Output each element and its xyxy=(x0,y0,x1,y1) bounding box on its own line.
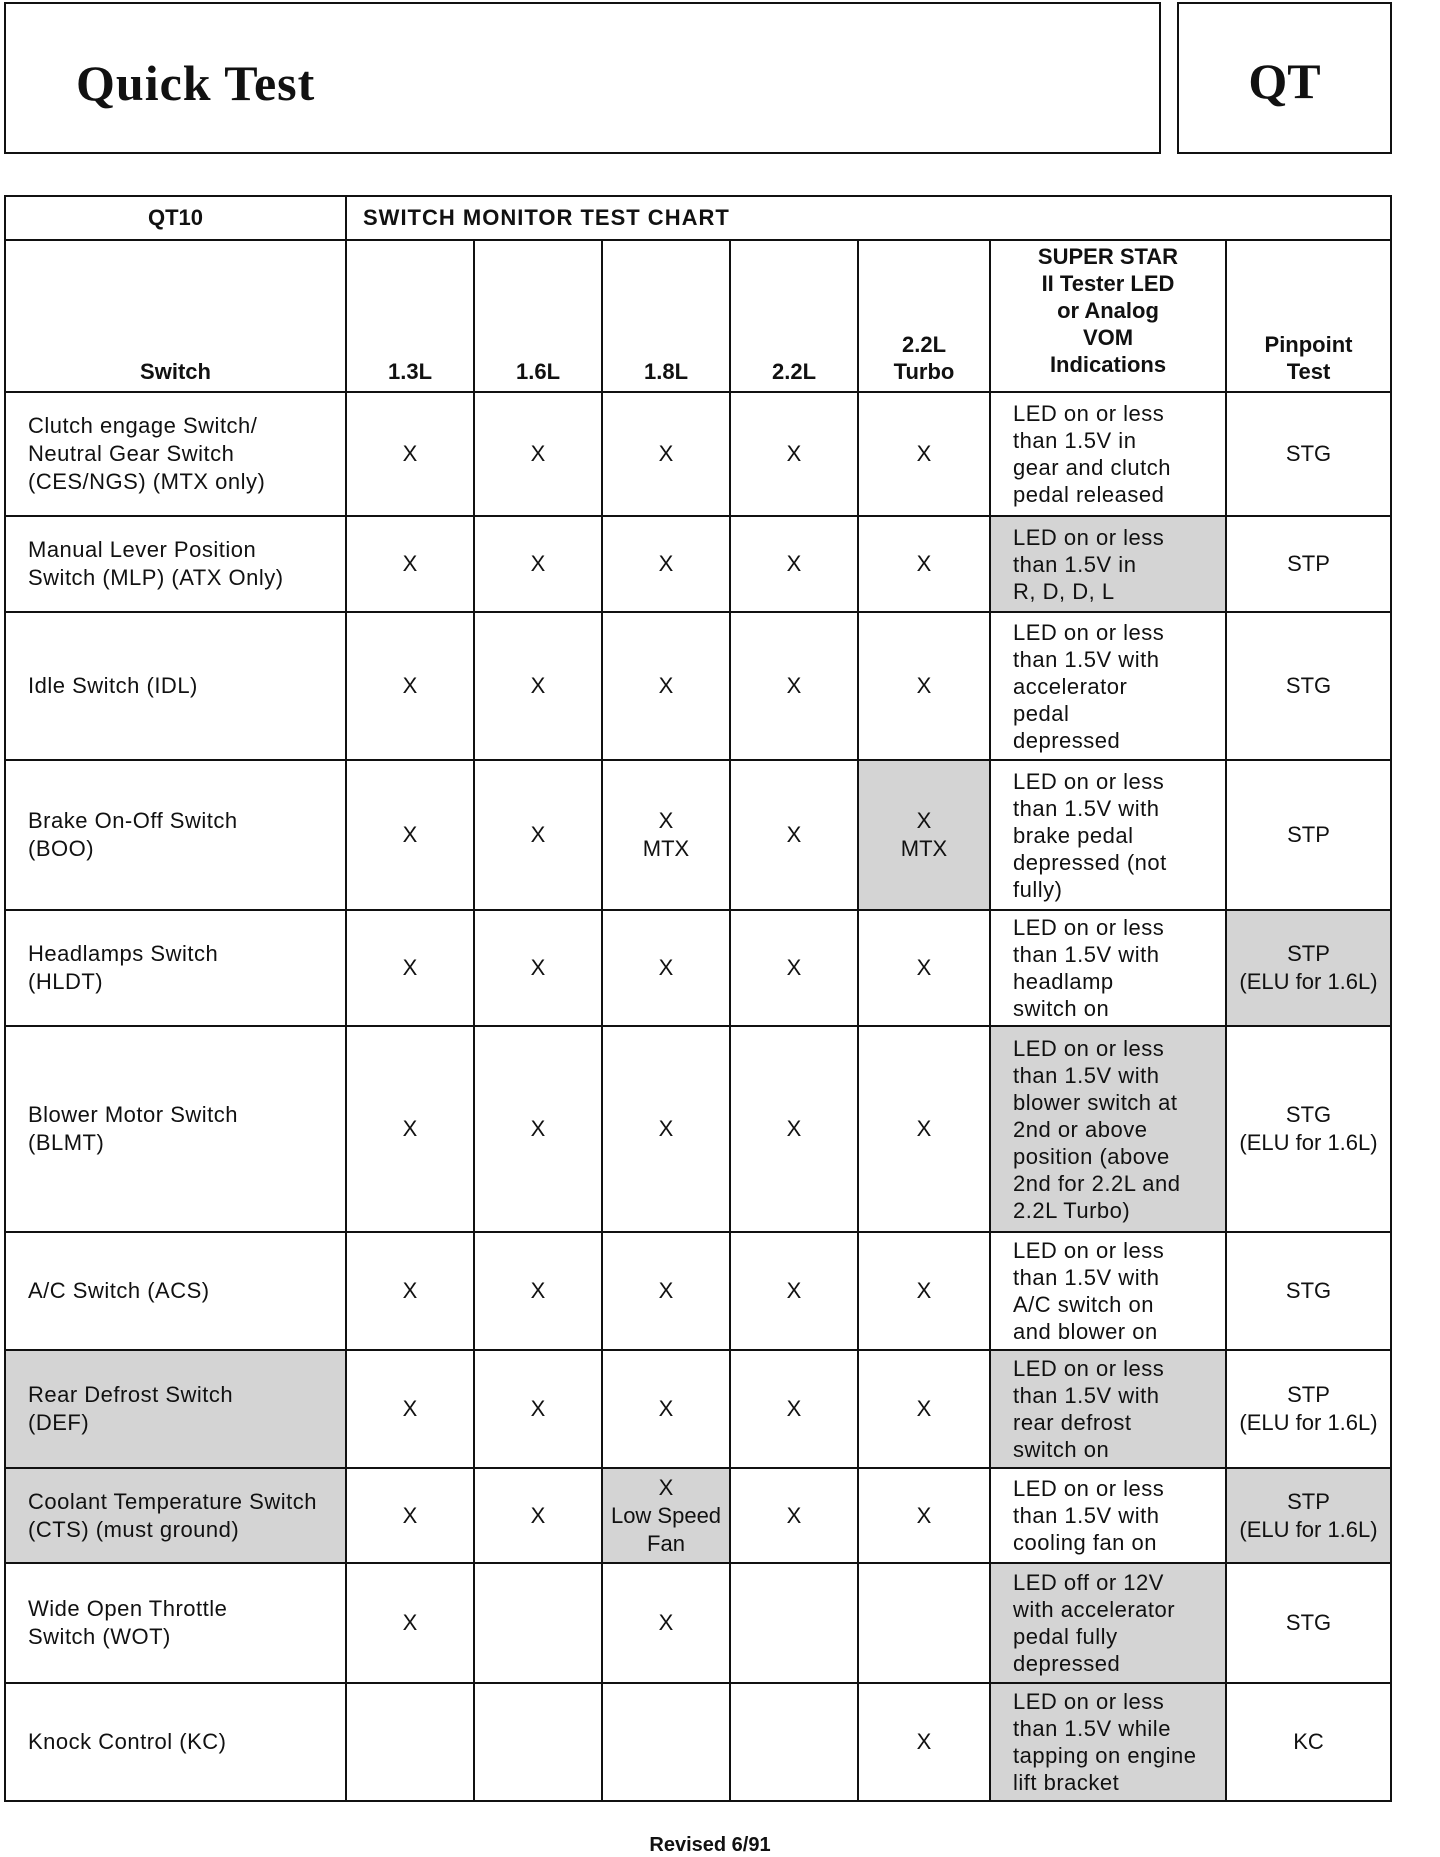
column-header-line: Turbo xyxy=(893,359,955,384)
led-indication-line: accelerator xyxy=(1013,673,1128,699)
switch-name-line: (CES/NGS) (MTX only) xyxy=(28,469,266,494)
engine-mark: X xyxy=(346,516,474,612)
engine-mark: X xyxy=(474,1350,602,1468)
switch-name xyxy=(5,1026,346,1232)
led-indication-line: with accelerator xyxy=(1013,1597,1176,1622)
led-indication-line: than 1.5V with xyxy=(1013,1062,1160,1088)
pinpoint-test xyxy=(1226,612,1391,760)
column-header-1-6l: 1.6L xyxy=(474,240,602,392)
engine-mark xyxy=(474,1683,602,1801)
engine-mark-line: X xyxy=(658,955,674,980)
switch-name-line: Switch (WOT) xyxy=(28,1624,171,1649)
engine-mark-line: X xyxy=(658,1116,674,1141)
column-header-1-3l: 1.3L xyxy=(346,240,474,392)
led-indication-line: headlamp xyxy=(1013,969,1114,994)
section-code-box xyxy=(1177,2,1392,154)
engine-mark-line: X xyxy=(916,1396,932,1421)
led-indication-line: cooling fan on xyxy=(1013,1530,1157,1555)
led-indication xyxy=(990,1468,1226,1563)
led-indication-line: than 1.5V in xyxy=(1013,551,1137,577)
engine-mark xyxy=(602,612,730,760)
column-header-pinpoint-test xyxy=(1226,240,1391,392)
column-header-2-2l: 2.2L xyxy=(730,240,858,392)
led-indication-line: LED on or less xyxy=(1013,1689,1165,1714)
engine-mark xyxy=(730,1683,858,1801)
column-header-2-2l-turbo xyxy=(858,240,990,392)
led-indication xyxy=(990,1232,1226,1350)
engine-mark: X xyxy=(730,612,858,760)
switch-name-line: (DEF) xyxy=(28,1410,90,1435)
switch-name xyxy=(5,1232,346,1350)
led-indication-line: fully) xyxy=(1013,876,1063,902)
led-indication-line: pedal fully xyxy=(1013,1624,1118,1649)
engine-mark-line: MTX xyxy=(900,836,948,861)
engine-mark-line: Fan xyxy=(647,1530,685,1556)
column-header-line: or Analog xyxy=(1057,298,1159,323)
pinpoint-test-line: STG xyxy=(1285,673,1332,698)
switch-name-line: Wide Open Throttle xyxy=(28,1596,228,1621)
table-row xyxy=(5,1468,1391,1563)
engine-mark xyxy=(602,1350,730,1468)
engine-mark-line: X xyxy=(658,1396,674,1421)
engine-mark xyxy=(858,1350,990,1468)
engine-mark xyxy=(858,1026,990,1232)
led-indication-line: rear defrost xyxy=(1013,1410,1132,1435)
led-indication-line: than 1.5V in xyxy=(1013,428,1137,453)
led-indication xyxy=(990,760,1226,910)
led-indication xyxy=(990,1683,1226,1801)
engine-mark xyxy=(602,910,730,1026)
table-row xyxy=(5,910,1391,1026)
engine-mark xyxy=(602,392,730,516)
engine-mark-line: X xyxy=(916,673,932,698)
engine-mark: X xyxy=(730,392,858,516)
engine-mark: X xyxy=(474,910,602,1026)
switch-name-line: Rear Defrost Switch xyxy=(28,1382,234,1407)
led-indication-line: switch on xyxy=(1013,996,1110,1021)
led-indication xyxy=(990,392,1226,516)
switch-name xyxy=(5,910,346,1026)
led-indication-line: than 1.5V with xyxy=(1013,942,1160,967)
engine-mark: X xyxy=(730,1232,858,1350)
led-indication xyxy=(990,1563,1226,1683)
switch-name xyxy=(5,760,346,910)
column-header-1-8l: 1.8L xyxy=(602,240,730,392)
engine-mark xyxy=(858,1563,990,1683)
led-indication-line: LED off or 12V xyxy=(1013,1570,1164,1595)
engine-mark-line: X xyxy=(916,808,932,833)
engine-mark: X xyxy=(474,1026,602,1232)
engine-mark xyxy=(858,612,990,760)
engine-mark: X xyxy=(730,760,858,910)
engine-mark xyxy=(858,1468,990,1563)
led-indication xyxy=(990,612,1226,760)
table-row xyxy=(5,1683,1391,1801)
engine-mark-line: X xyxy=(916,551,932,576)
led-indication-line: 2nd for 2.2L and xyxy=(1013,1170,1181,1196)
engine-mark-line: X xyxy=(658,441,674,466)
engine-mark xyxy=(602,1683,730,1801)
engine-mark xyxy=(858,516,990,612)
engine-mark xyxy=(602,1563,730,1683)
engine-mark: X xyxy=(346,392,474,516)
table-row xyxy=(5,1563,1391,1683)
engine-mark: X xyxy=(474,1232,602,1350)
led-indication-line: depressed xyxy=(1013,1651,1121,1676)
led-indication-line: than 1.5V while xyxy=(1013,1716,1171,1741)
engine-mark xyxy=(858,760,990,910)
led-indication-line: depressed xyxy=(1013,727,1121,753)
switch-name xyxy=(5,1350,346,1468)
table-row xyxy=(5,612,1391,760)
led-indication-line: position (above xyxy=(1013,1143,1170,1169)
switch-name-line: A/C Switch (ACS) xyxy=(28,1278,210,1303)
column-header-line: II Tester LED xyxy=(1041,271,1175,296)
led-indication-line: LED on or less xyxy=(1013,1238,1165,1263)
pinpoint-test-line: STG xyxy=(1285,1278,1332,1303)
engine-mark: X xyxy=(730,1350,858,1468)
engine-mark: X xyxy=(474,516,602,612)
led-indication xyxy=(990,910,1226,1026)
engine-mark xyxy=(858,910,990,1026)
switch-name xyxy=(5,612,346,760)
pinpoint-test-line: STP xyxy=(1287,1488,1330,1514)
chart-id: QT10 xyxy=(5,196,346,240)
engine-mark-line: X xyxy=(658,551,674,576)
pinpoint-test-line: (ELU for 1.6L) xyxy=(1239,969,1378,994)
table-row xyxy=(5,1026,1391,1232)
table-row xyxy=(5,1232,1391,1350)
switch-name-line: Clutch engage Switch/ xyxy=(28,413,258,438)
engine-mark xyxy=(730,1563,858,1683)
table-row xyxy=(5,1350,1391,1468)
switch-name-line: Manual Lever Position xyxy=(28,537,257,562)
engine-mark: X xyxy=(346,1563,474,1683)
led-indication xyxy=(990,1350,1226,1468)
column-header-line: SUPER STAR xyxy=(1037,244,1179,269)
led-indication-line: brake pedal xyxy=(1013,822,1134,848)
engine-mark-line: X xyxy=(658,1278,674,1303)
engine-mark xyxy=(858,1232,990,1350)
pinpoint-test-line: STP xyxy=(1287,551,1330,576)
engine-mark: X xyxy=(346,760,474,910)
led-indication-line: 2.2L Turbo) xyxy=(1013,1197,1131,1223)
switch-name-line: (CTS) (must ground) xyxy=(28,1516,240,1542)
pinpoint-test-line: STP xyxy=(1287,941,1330,966)
column-header-switch: Switch xyxy=(5,240,346,392)
engine-mark: X xyxy=(730,1026,858,1232)
engine-mark: X xyxy=(346,1350,474,1468)
engine-mark-line: X xyxy=(916,955,932,980)
switch-name-line: (BOO) xyxy=(28,836,95,861)
engine-mark-line: X xyxy=(916,1502,932,1528)
table-row xyxy=(5,760,1391,910)
engine-mark-line: X xyxy=(658,673,674,698)
led-indication-line: switch on xyxy=(1013,1437,1110,1462)
engine-mark-line: MTX xyxy=(642,836,690,861)
led-indication-line: A/C switch on xyxy=(1013,1292,1154,1317)
pinpoint-test xyxy=(1226,760,1391,910)
led-indication xyxy=(990,1026,1226,1232)
engine-mark-line: X xyxy=(658,1474,674,1500)
table-row xyxy=(5,392,1391,516)
switch-name-line: (HLDT) xyxy=(28,969,104,994)
revision-footer: Revised 6/91 xyxy=(649,1834,771,1856)
engine-mark: X xyxy=(474,392,602,516)
engine-mark xyxy=(602,516,730,612)
engine-mark: X xyxy=(346,1026,474,1232)
engine-mark-line: X xyxy=(916,441,932,466)
led-indication-line: lift bracket xyxy=(1013,1770,1120,1795)
switch-name-line: Switch (MLP) (ATX Only) xyxy=(28,565,284,590)
engine-mark xyxy=(602,1232,730,1350)
pinpoint-test-line: STP xyxy=(1287,822,1330,847)
pinpoint-test-line: KC xyxy=(1293,1729,1324,1754)
engine-mark: X xyxy=(346,910,474,1026)
switch-name-line: Blower Motor Switch xyxy=(28,1102,239,1127)
led-indication-line: 2nd or above xyxy=(1013,1116,1148,1142)
pinpoint-test-line: STG xyxy=(1285,1610,1332,1635)
switch-name xyxy=(5,392,346,516)
led-indication-line: LED on or less xyxy=(1013,915,1165,940)
led-indication-line: LED on or less xyxy=(1013,768,1165,794)
pinpoint-test-line: STG xyxy=(1285,441,1332,466)
led-indication xyxy=(990,516,1226,612)
switch-name xyxy=(5,516,346,612)
column-header-line: Pinpoint xyxy=(1264,332,1353,357)
pinpoint-test xyxy=(1226,516,1391,612)
engine-mark-line: X xyxy=(916,1729,932,1754)
led-indication-line: than 1.5V with xyxy=(1013,1503,1160,1528)
switch-name-line: Coolant Temperature Switch xyxy=(28,1488,317,1514)
pinpoint-test-line: (ELU for 1.6L) xyxy=(1239,1130,1378,1155)
switch-monitor-test-chart xyxy=(4,195,1392,1802)
led-indication-line: R, D, D, L xyxy=(1013,578,1115,604)
pinpoint-test xyxy=(1226,910,1391,1026)
pinpoint-test xyxy=(1226,392,1391,516)
engine-mark: X xyxy=(346,1468,474,1563)
switch-name-line: Neutral Gear Switch xyxy=(28,441,235,466)
column-header-led-indications xyxy=(990,240,1226,392)
led-indication-line: LED on or less xyxy=(1013,524,1165,550)
chart-title: SWITCH MONITOR TEST CHART xyxy=(346,196,1391,240)
pinpoint-test xyxy=(1226,1563,1391,1683)
engine-mark-line: Low Speed xyxy=(610,1502,722,1528)
led-indication-line: blower switch at xyxy=(1013,1089,1178,1115)
pinpoint-test-line: (ELU for 1.6L) xyxy=(1239,1516,1378,1542)
engine-mark: X xyxy=(474,612,602,760)
led-indication-line: LED on or less xyxy=(1013,1356,1165,1381)
engine-mark xyxy=(346,1683,474,1801)
switch-name-line: Headlamps Switch xyxy=(28,941,219,966)
led-indication-line: LED on or less xyxy=(1013,401,1165,426)
engine-mark-line: X xyxy=(658,1610,674,1635)
led-indication-line: and blower on xyxy=(1013,1319,1158,1344)
column-header-line: Indications xyxy=(1049,352,1167,377)
led-indication-line: than 1.5V with xyxy=(1013,1265,1160,1290)
switch-name-line: Knock Control (KC) xyxy=(28,1729,227,1754)
engine-mark-line: X xyxy=(916,1116,932,1141)
engine-mark-line: X xyxy=(658,808,674,833)
led-indication-line: depressed (not xyxy=(1013,849,1167,875)
switch-name-line: (BLMT) xyxy=(28,1130,105,1155)
engine-mark: X xyxy=(730,1468,858,1563)
led-indication-line: tapping on engine xyxy=(1013,1743,1197,1768)
switch-name-line: Brake On-Off Switch xyxy=(28,808,238,833)
engine-mark: X xyxy=(474,760,602,910)
column-header-line: 2.2L xyxy=(901,332,947,357)
engine-mark xyxy=(858,1683,990,1801)
pinpoint-test xyxy=(1226,1468,1391,1563)
engine-mark xyxy=(602,760,730,910)
led-indication-line: pedal xyxy=(1013,700,1070,726)
engine-mark xyxy=(602,1468,730,1563)
led-indication-line: LED on or less xyxy=(1013,619,1165,645)
pinpoint-test-line: (ELU for 1.6L) xyxy=(1239,1410,1378,1435)
led-indication-line: LED on or less xyxy=(1013,1035,1165,1061)
title-box xyxy=(4,2,1161,154)
led-indication-line: than 1.5V with xyxy=(1013,1383,1160,1408)
section-code: QT xyxy=(1248,53,1321,109)
engine-mark: X xyxy=(730,516,858,612)
engine-mark: X xyxy=(474,1468,602,1563)
engine-mark-line: X xyxy=(916,1278,932,1303)
led-indication-line: than 1.5V with xyxy=(1013,795,1160,821)
chart-body xyxy=(5,392,1391,1801)
engine-mark: X xyxy=(730,910,858,1026)
column-header-line: Test xyxy=(1286,359,1331,384)
pinpoint-test xyxy=(1226,1683,1391,1801)
engine-mark xyxy=(858,392,990,516)
switch-name xyxy=(5,1683,346,1801)
pinpoint-test-line: STP xyxy=(1287,1382,1330,1407)
led-indication-line: gear and clutch xyxy=(1013,455,1171,480)
column-header-line: VOM xyxy=(1082,325,1134,350)
pinpoint-test xyxy=(1226,1026,1391,1232)
switch-name-line: Idle Switch (IDL) xyxy=(28,673,198,698)
table-row xyxy=(5,516,1391,612)
switch-name xyxy=(5,1468,346,1563)
engine-mark xyxy=(602,1026,730,1232)
led-indication-line: than 1.5V with xyxy=(1013,646,1160,672)
led-indication-line: pedal released xyxy=(1013,482,1165,507)
page-title: Quick Test xyxy=(76,55,316,111)
switch-name xyxy=(5,1563,346,1683)
pinpoint-test xyxy=(1226,1350,1391,1468)
pinpoint-test xyxy=(1226,1232,1391,1350)
pinpoint-test-line: STG xyxy=(1285,1102,1332,1127)
engine-mark xyxy=(474,1563,602,1683)
engine-mark: X xyxy=(346,612,474,760)
engine-mark: X xyxy=(346,1232,474,1350)
led-indication-line: LED on or less xyxy=(1013,1476,1165,1501)
